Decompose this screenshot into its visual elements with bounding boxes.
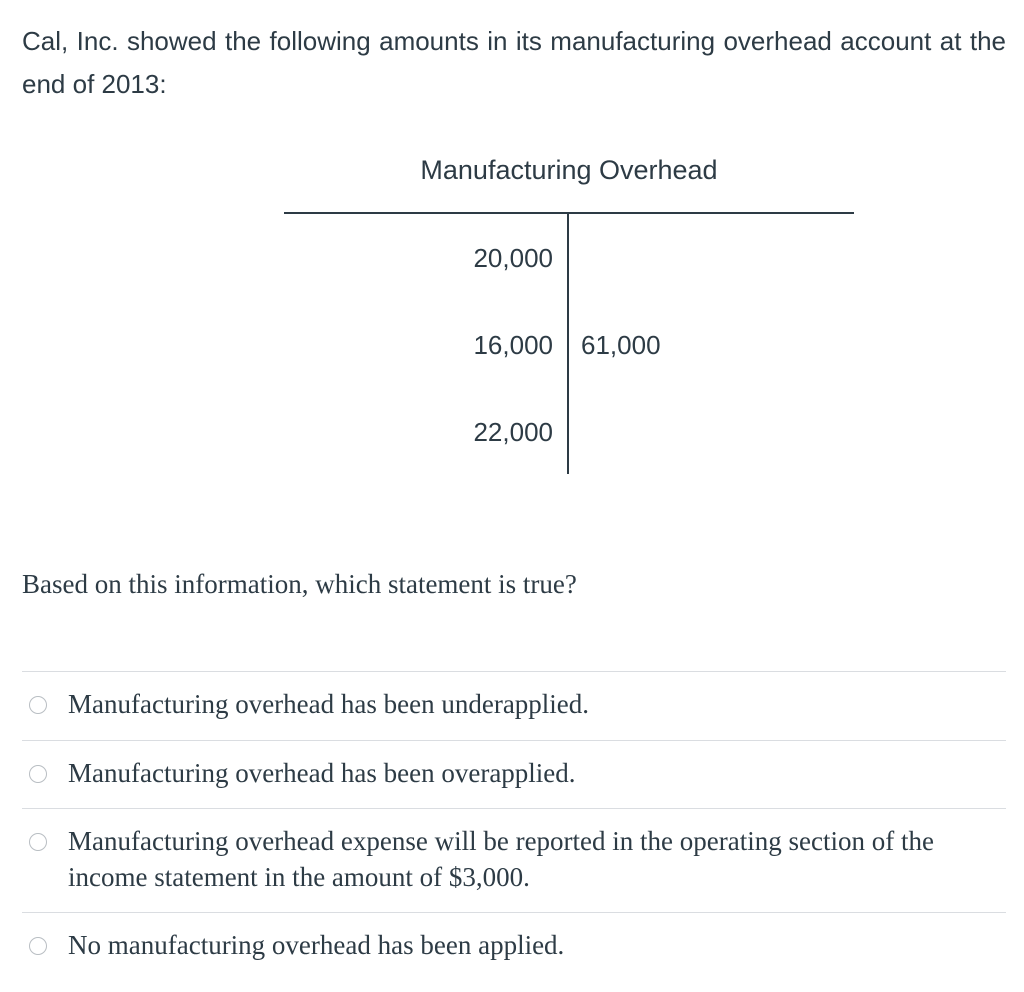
t-account-credit-entry: 61,000 xyxy=(581,330,661,360)
t-account-vertical-line xyxy=(567,214,569,474)
t-account-debit-entry: 20,000 xyxy=(473,243,553,273)
answer-option[interactable] xyxy=(22,809,1006,913)
answer-option[interactable] xyxy=(22,913,1006,981)
radio-button[interactable] xyxy=(29,696,47,714)
t-account-debit-entry: 16,000 xyxy=(473,330,553,360)
answer-label[interactable]: Manufacturing overhead expense will be reported in the operating section of the income statement in the amount of $3,000. xyxy=(68,826,934,892)
question-prompt: Based on this information, which statement is true? xyxy=(22,569,577,599)
radio-button[interactable] xyxy=(29,765,47,783)
t-account-debit-entry: 22,000 xyxy=(473,417,553,447)
answer-option[interactable] xyxy=(22,672,1006,741)
radio-button[interactable] xyxy=(29,833,47,851)
radio-button[interactable] xyxy=(29,937,47,955)
answer-label[interactable]: No manufacturing overhead has been applied. xyxy=(68,930,565,960)
answer-label[interactable]: Manufacturing overhead has been underapplied. xyxy=(68,689,590,719)
question-intro-text: Cal, Inc. showed the following amounts in its manufacturing overhead account at the end of 2013: xyxy=(22,26,1006,99)
t-account-horizontal-line xyxy=(284,212,854,214)
answer-option[interactable] xyxy=(22,741,1006,809)
answer-list xyxy=(22,671,1006,981)
answer-label[interactable]: Manufacturing overhead has been overapplied. xyxy=(68,758,576,788)
t-account-title: Manufacturing Overhead xyxy=(420,155,718,185)
